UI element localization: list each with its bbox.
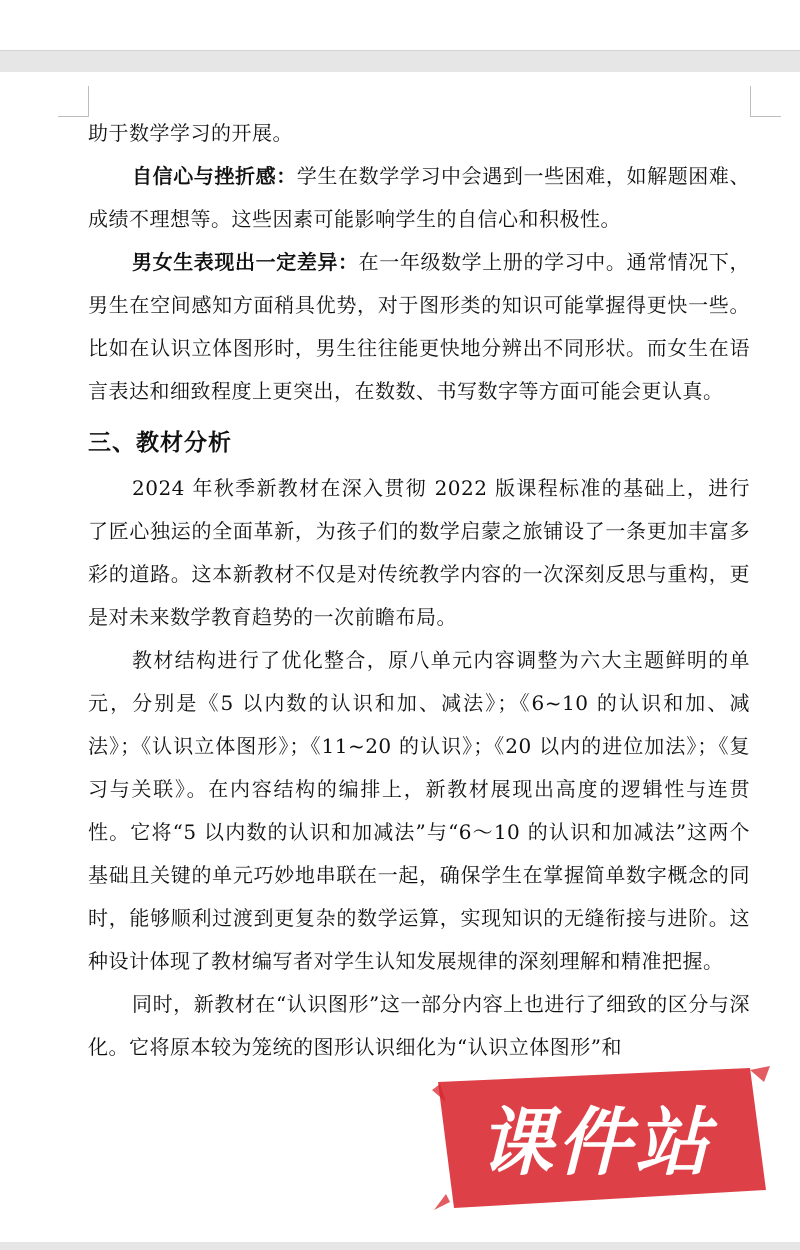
paragraph-lead: 自信心与挫折感： [132,164,297,188]
margin-corner-mark-right [750,86,781,117]
paragraph-text: 学生在数学学习中会遇到一些困难，如解题困难、成绩不理想等。这些因素可能影响学生的自信心和积极性。 [88,164,751,231]
paragraph: 2024 年秋季新教材在深入贯彻 2022 版课程标准的基础上，进行了匠心独运的全面革新，为孩子们的数学启蒙之旅铺设了一条更加丰富多彩的道路。这本新教材不仅是对传统教学内容的一次深刻反思与重构，更是对未来数学教育趋势的一次前瞻布局。 [88,476,750,629]
watermark-logo [420,1062,772,1212]
watermark-text: 课件站 [479,1100,713,1186]
paragraph [88,155,750,241]
paragraph [88,241,750,413]
paragraph: 助于数学学习的开展。 [88,121,293,145]
paragraph-lead: 男女生表现出一定差异： [132,250,359,274]
section-heading: 三、教材分析 [88,430,232,456]
page-gap [0,50,800,73]
margin-corner-mark-left [58,86,89,117]
paragraph: 教材结构进行了优化整合，原八单元内容调整为六大主题鲜明的单元，分别是《5 以内数的认识和加、减法》；《6~10 的认识和加、减法》；《认识立体图形》；《11~20 的认识》；《20 以内的进位加法》；《复习与关联》。在内容结构的编排上，新教材展现出高度的逻辑性与连贯性。它将“5 以内数的认识和加减法”与“6～10 的认识和加减法”这两个基础且关键的单元巧妙地串联在一起，确保学生在掌握简单数字概念的同时，能够顺利过渡到更复杂的数学运算，实现知识的无缝衔接与进阶。这种设计体现了教材编写者对学生认知发展规律的深刻理解和精准把握。 [88,648,750,973]
paragraph: 同时，新教材在“认识图形”这一部分内容上也进行了细致的区分与深化。它将原本较为笼统的图形认识细化为“认识立体图形”和 [88,992,750,1059]
window-top-bar [0,0,800,50]
document-body[interactable] [88,112,750,1069]
page-gap-bottom [0,1242,800,1250]
paragraph-text: 在一年级数学上册的学习中。通常情况下，男生在空间感知方面稍具优势，对于图形类的知识可能掌握得更快一些。比如在认识立体图形时，男生往往能更快地分辨出不同形状。而女生在语言表达和细致程度上更突出，在数数、书写数字等方面可能会更认真。 [88,250,751,403]
